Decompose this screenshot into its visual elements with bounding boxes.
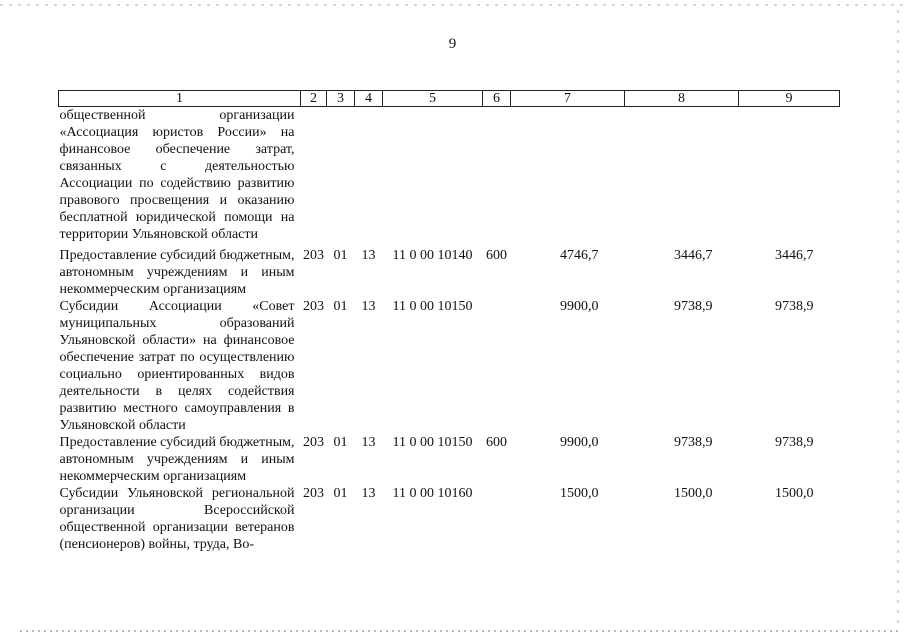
row-ministry-code <box>301 107 327 244</box>
header-col-4: 4 <box>355 91 383 107</box>
row-amount-3 <box>739 107 840 244</box>
row-amount-1 <box>511 107 625 244</box>
row-target-code <box>383 107 483 244</box>
table-body <box>59 107 840 554</box>
budget-table <box>58 90 840 553</box>
row-ministry-code: 203 <box>303 299 324 314</box>
row-amount-2: 3446,7 <box>674 248 713 263</box>
row-section-code <box>327 107 355 244</box>
row-amount-1: 4746,7 <box>560 248 599 263</box>
row-section-code: 01 <box>333 486 348 501</box>
table-row <box>59 434 840 485</box>
row-amount-3: 9738,9 <box>775 435 814 450</box>
row-section-code: 01 <box>333 299 348 314</box>
row-target-code: 11 0 00 10140 <box>392 248 473 263</box>
row-section-code: 01 <box>333 248 348 263</box>
row-expense-type: 600 <box>486 248 507 263</box>
header-col-5: 5 <box>383 91 483 107</box>
row-amount-3: 1500,0 <box>775 486 814 501</box>
row-expense-type <box>483 485 511 553</box>
row-description: Предоставление субсидий бюджетным, автономным учреждениям и иным некоммерческим организациям <box>59 248 295 297</box>
row-amount-1: 9900,0 <box>560 435 599 450</box>
page-number: 9 <box>448 36 457 52</box>
header-col-7: 7 <box>511 91 625 107</box>
table-row <box>59 298 840 434</box>
scan-noise-bottom <box>20 630 900 632</box>
row-amount-1: 1500,0 <box>560 486 599 501</box>
row-expense-type <box>483 107 511 244</box>
row-expense-type <box>483 298 511 434</box>
header-col-2: 2 <box>301 91 327 107</box>
row-amount-1: 9900,0 <box>560 299 599 314</box>
row-subsection-code: 13 <box>361 435 376 450</box>
row-section-code: 01 <box>333 435 348 450</box>
row-ministry-code: 203 <box>303 248 324 263</box>
row-amount-3: 9738,9 <box>775 299 814 314</box>
header-row <box>59 91 840 107</box>
table-row <box>59 485 840 553</box>
row-target-code: 11 0 00 10150 <box>392 299 473 314</box>
header-col-8: 8 <box>625 91 739 107</box>
row-ministry-code: 203 <box>303 486 324 501</box>
table-row <box>59 243 840 298</box>
row-amount-2 <box>625 107 739 244</box>
header-col-1: 1 <box>59 91 301 107</box>
row-amount-2: 9738,9 <box>674 299 713 314</box>
row-amount-2: 1500,0 <box>674 486 713 501</box>
row-subsection-code: 13 <box>361 486 376 501</box>
scan-noise-top <box>0 4 905 6</box>
row-subsection-code: 13 <box>361 248 376 263</box>
scan-noise-right <box>897 10 899 630</box>
row-description: Субсидии Ассоциации «Совет муниципальных образований Ульяновской области» на финансовое обеспечение затрат по осуществлению социально ориентированных видов деятельности в целях содействия развитию местного самоуправления в Ульяновской области <box>59 299 295 433</box>
header-col-3: 3 <box>327 91 355 107</box>
row-description: Субсидии Ульяновской региональной организации Всероссийской общественной организации ветеранов (пенсионеров) войны, труда, Во- <box>59 486 295 552</box>
row-subsection-code: 13 <box>361 299 376 314</box>
row-ministry-code: 203 <box>303 435 324 450</box>
row-target-code: 11 0 00 10150 <box>392 435 473 450</box>
header-col-9: 9 <box>739 91 840 107</box>
row-target-code: 11 0 00 10160 <box>392 486 473 501</box>
header-col-6: 6 <box>483 91 511 107</box>
row-description: общественной организации «Ассоциация юристов России» на финансовое обеспечение затрат, связанных с деятельностью Ассоциации по содействию развитию правового просвещения и оказанию бесплатной юридической помощи на территории Ульяновской области <box>59 108 295 242</box>
row-description: Предоставление субсидий бюджетным, автономным учреждениям и иным некоммерческим организациям <box>59 435 295 484</box>
table-header <box>59 91 840 107</box>
row-amount-3: 3446,7 <box>775 248 814 263</box>
table-row <box>59 107 840 244</box>
row-subsection-code <box>355 107 383 244</box>
row-amount-2: 9738,9 <box>674 435 713 450</box>
row-expense-type: 600 <box>486 435 507 450</box>
